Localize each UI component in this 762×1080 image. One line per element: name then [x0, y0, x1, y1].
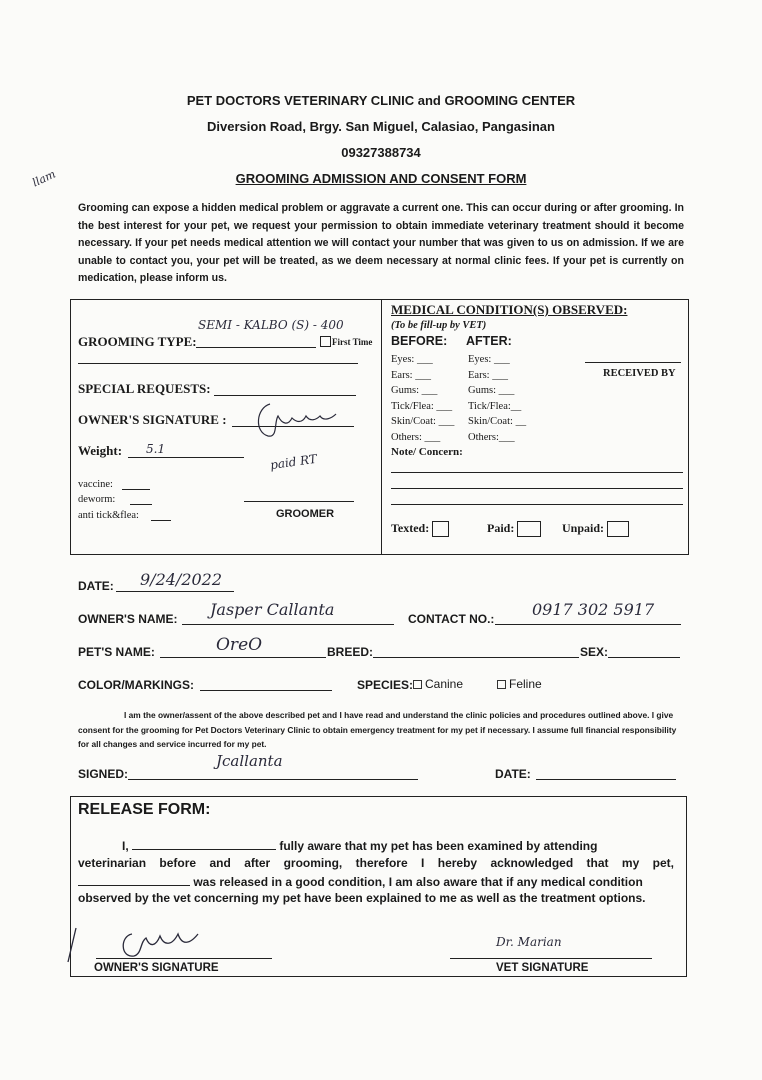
sex-label: SEX:	[580, 645, 609, 659]
vet-signature-value: Dr. Marian	[496, 935, 562, 949]
paid-label: Paid:	[487, 521, 515, 535]
signed-label: SIGNED:	[78, 767, 129, 781]
box-divider	[381, 300, 382, 554]
contact-line	[495, 624, 681, 625]
before-tick-label: Tick/Flea:	[391, 400, 434, 412]
grooming-type-label: GROOMING TYPE:	[78, 334, 197, 349]
margin-note: llam	[30, 167, 58, 190]
vet-signature-line[interactable]	[450, 958, 652, 959]
deworm-label: deworm:	[78, 494, 116, 505]
signed-signature: Jcallanta	[216, 752, 283, 770]
after-eyes-label: Eyes:	[468, 354, 492, 365]
after-gums-label: Gums:	[468, 385, 497, 396]
release-line-4: observed by the vet concerning my pet have been explained to me as well as the treatment options.	[78, 891, 646, 905]
paid-field	[487, 521, 541, 537]
medical-condition-subtitle: (To be fill-up by VET)	[391, 320, 487, 331]
unpaid-label: Unpaid:	[562, 521, 605, 535]
vaccine-line[interactable]	[122, 489, 150, 490]
release-i-label: I,	[122, 839, 129, 853]
before-skin-label: Skin/Coat:	[391, 416, 436, 427]
before-gums-label: Gums:	[391, 385, 420, 396]
clinic-name: PET DOCTORS VETERINARY CLINIC and GROOMING CENTER	[186, 93, 576, 108]
note-concern-label: Note/ Concern:	[391, 446, 463, 458]
date-line	[116, 591, 234, 592]
contact-label: CONTACT NO.:	[408, 612, 495, 626]
after-others-label: Others:	[468, 431, 499, 443]
first-time-checkbox[interactable]	[320, 336, 331, 347]
note-line-2[interactable]	[391, 488, 683, 489]
intro-paragraph: Grooming can expose a hidden medical problem or aggravate a current one. This can occur during or after grooming. In the best interest for your pet, we request your permission to obtain immediate veterinary treatment should it become necessary. If your pet needs medical attention we will contact your number that was given to us on admission. If we are unable to contact you, your pet will be treated, as we deem necessary at normal clinic fees. If your pet is currently on medication, please inform us.	[78, 202, 684, 284]
weight-value[interactable]: 5.1	[146, 442, 166, 456]
release-vet-signature-label: VET SIGNATURE	[496, 962, 589, 974]
owner-name-line	[182, 624, 394, 625]
release-right-border	[686, 796, 687, 976]
medical-condition-title: MEDICAL CONDITION(S) OBSERVED:	[391, 302, 628, 317]
pet-name-label: PET'S NAME:	[78, 645, 155, 659]
special-requests-line[interactable]	[214, 395, 356, 396]
pet-name-line	[160, 657, 326, 658]
clinic-phone: 09327388734	[341, 145, 421, 160]
paid-checkbox[interactable]	[517, 521, 541, 537]
before-others-label: Others:	[391, 431, 422, 443]
grooming-type-value[interactable]: SEMI - KALBO (S) - 400	[198, 318, 344, 332]
before-ears-label: Ears:	[391, 369, 413, 381]
canine-option[interactable]	[413, 677, 463, 691]
after-ears-label: Ears:	[468, 369, 490, 381]
deworm-line[interactable]	[130, 504, 152, 505]
release-owner-signature-label: OWNER'S SIGNATURE	[94, 962, 219, 974]
color-line[interactable]	[200, 690, 332, 691]
groomer-line[interactable]	[244, 501, 354, 502]
weight-label: Weight:	[78, 443, 123, 458]
canine-label: Canine	[425, 677, 464, 691]
form-title: GROOMING ADMISSION AND CONSENT FORM	[235, 171, 527, 186]
release-bottom-border	[70, 976, 687, 977]
signed-line[interactable]	[128, 779, 418, 780]
note-line-1[interactable]	[391, 472, 683, 473]
breed-label: BREED:	[327, 645, 374, 659]
paid-note: paid RT	[269, 451, 318, 473]
feline-option[interactable]	[497, 677, 542, 691]
color-label: COLOR/MARKINGS:	[78, 678, 194, 692]
before-checks: Eyes: ___ Ears: ___ Gums: ___ Tick/Flea: ___ Skin/Coat: ___ Others: ___	[391, 354, 455, 443]
species-label: SPECIES:	[357, 678, 414, 692]
contact-value[interactable]: 0917 302 5917	[532, 600, 655, 619]
canine-checkbox[interactable]	[413, 680, 422, 689]
after-tick-label: Tick/Flea:	[468, 400, 511, 412]
pet-name-value[interactable]: OreO	[216, 635, 263, 655]
weight-line	[128, 457, 244, 458]
release-line-1-text: fully aware that my pet has been examined by attending	[279, 839, 598, 853]
owner-name-label: OWNER'S NAME:	[78, 612, 178, 626]
vaccine-label: vaccine:	[78, 479, 113, 490]
release-name-blank[interactable]	[132, 837, 276, 850]
before-eyes-label: Eyes:	[391, 354, 415, 365]
release-line-3	[78, 873, 674, 892]
anti-tick-label: anti tick&flea:	[78, 510, 139, 521]
texted-field	[391, 521, 449, 537]
unpaid-field	[562, 521, 629, 537]
first-time-label: First Time	[332, 337, 373, 347]
consent-date-label: DATE:	[495, 767, 531, 781]
feline-label: Feline	[509, 677, 542, 691]
received-by-line[interactable]	[585, 362, 681, 363]
release-line-1	[78, 837, 674, 856]
owner-name-value[interactable]: Jasper Callanta	[210, 600, 335, 619]
texted-label: Texted:	[391, 521, 430, 535]
feline-checkbox[interactable]	[497, 680, 506, 689]
received-by-label: RECEIVED BY	[603, 368, 676, 379]
consent-date-line[interactable]	[536, 779, 676, 780]
grooming-type-line-2	[78, 363, 358, 364]
anti-tick-line[interactable]	[151, 520, 171, 521]
after-label: AFTER:	[466, 334, 512, 348]
date-label: DATE:	[78, 579, 114, 593]
clinic-address: Diversion Road, Brgy. San Miguel, Calasiao, Pangasinan	[207, 119, 555, 134]
texted-checkbox[interactable]	[432, 521, 449, 537]
owner-signature-release-line[interactable]	[96, 958, 272, 959]
breed-line[interactable]	[373, 657, 579, 658]
after-checks: Eyes: ___ Ears: ___ Gums: ___ Tick/Flea:__ Skin/Coat: __ Others:___	[468, 354, 527, 443]
after-skin-label: Skin/Coat:	[468, 416, 513, 427]
release-pet-blank[interactable]	[78, 873, 190, 886]
consent-text: I am the owner/assent of the above described pet and I have read and understand the clinic policies and procedures outlined above. I give consent for the grooming for Pet Doctors Veterinary Clinic to obtain emergency treatment for my pet if necessary. I assume full financial responsibility for all changes and service incurred for my pet.	[78, 710, 677, 749]
release-line-3-text: was released in a good condition, I am also aware that if any medical condition	[193, 875, 643, 889]
before-label: BEFORE:	[391, 334, 448, 348]
sex-line[interactable]	[608, 657, 680, 658]
release-title: RELEASE FORM:	[78, 801, 211, 818]
groomer-label: GROOMER	[276, 508, 335, 520]
owner-signature-label: OWNER'S SIGNATURE :	[78, 412, 227, 427]
release-top-border	[70, 796, 687, 797]
grooming-type-line	[196, 347, 316, 348]
owner-signature-scribble	[248, 398, 348, 440]
date-value[interactable]: 9/24/2022	[140, 570, 223, 589]
unpaid-checkbox[interactable]	[607, 521, 629, 537]
release-line-2: veterinarian before and after grooming, therefore I hereby acknowledged that my pet,	[78, 856, 674, 870]
special-requests-label: SPECIAL REQUESTS:	[78, 381, 211, 396]
release-owner-signature-scribble	[62, 924, 212, 966]
note-line-3[interactable]	[391, 504, 683, 505]
